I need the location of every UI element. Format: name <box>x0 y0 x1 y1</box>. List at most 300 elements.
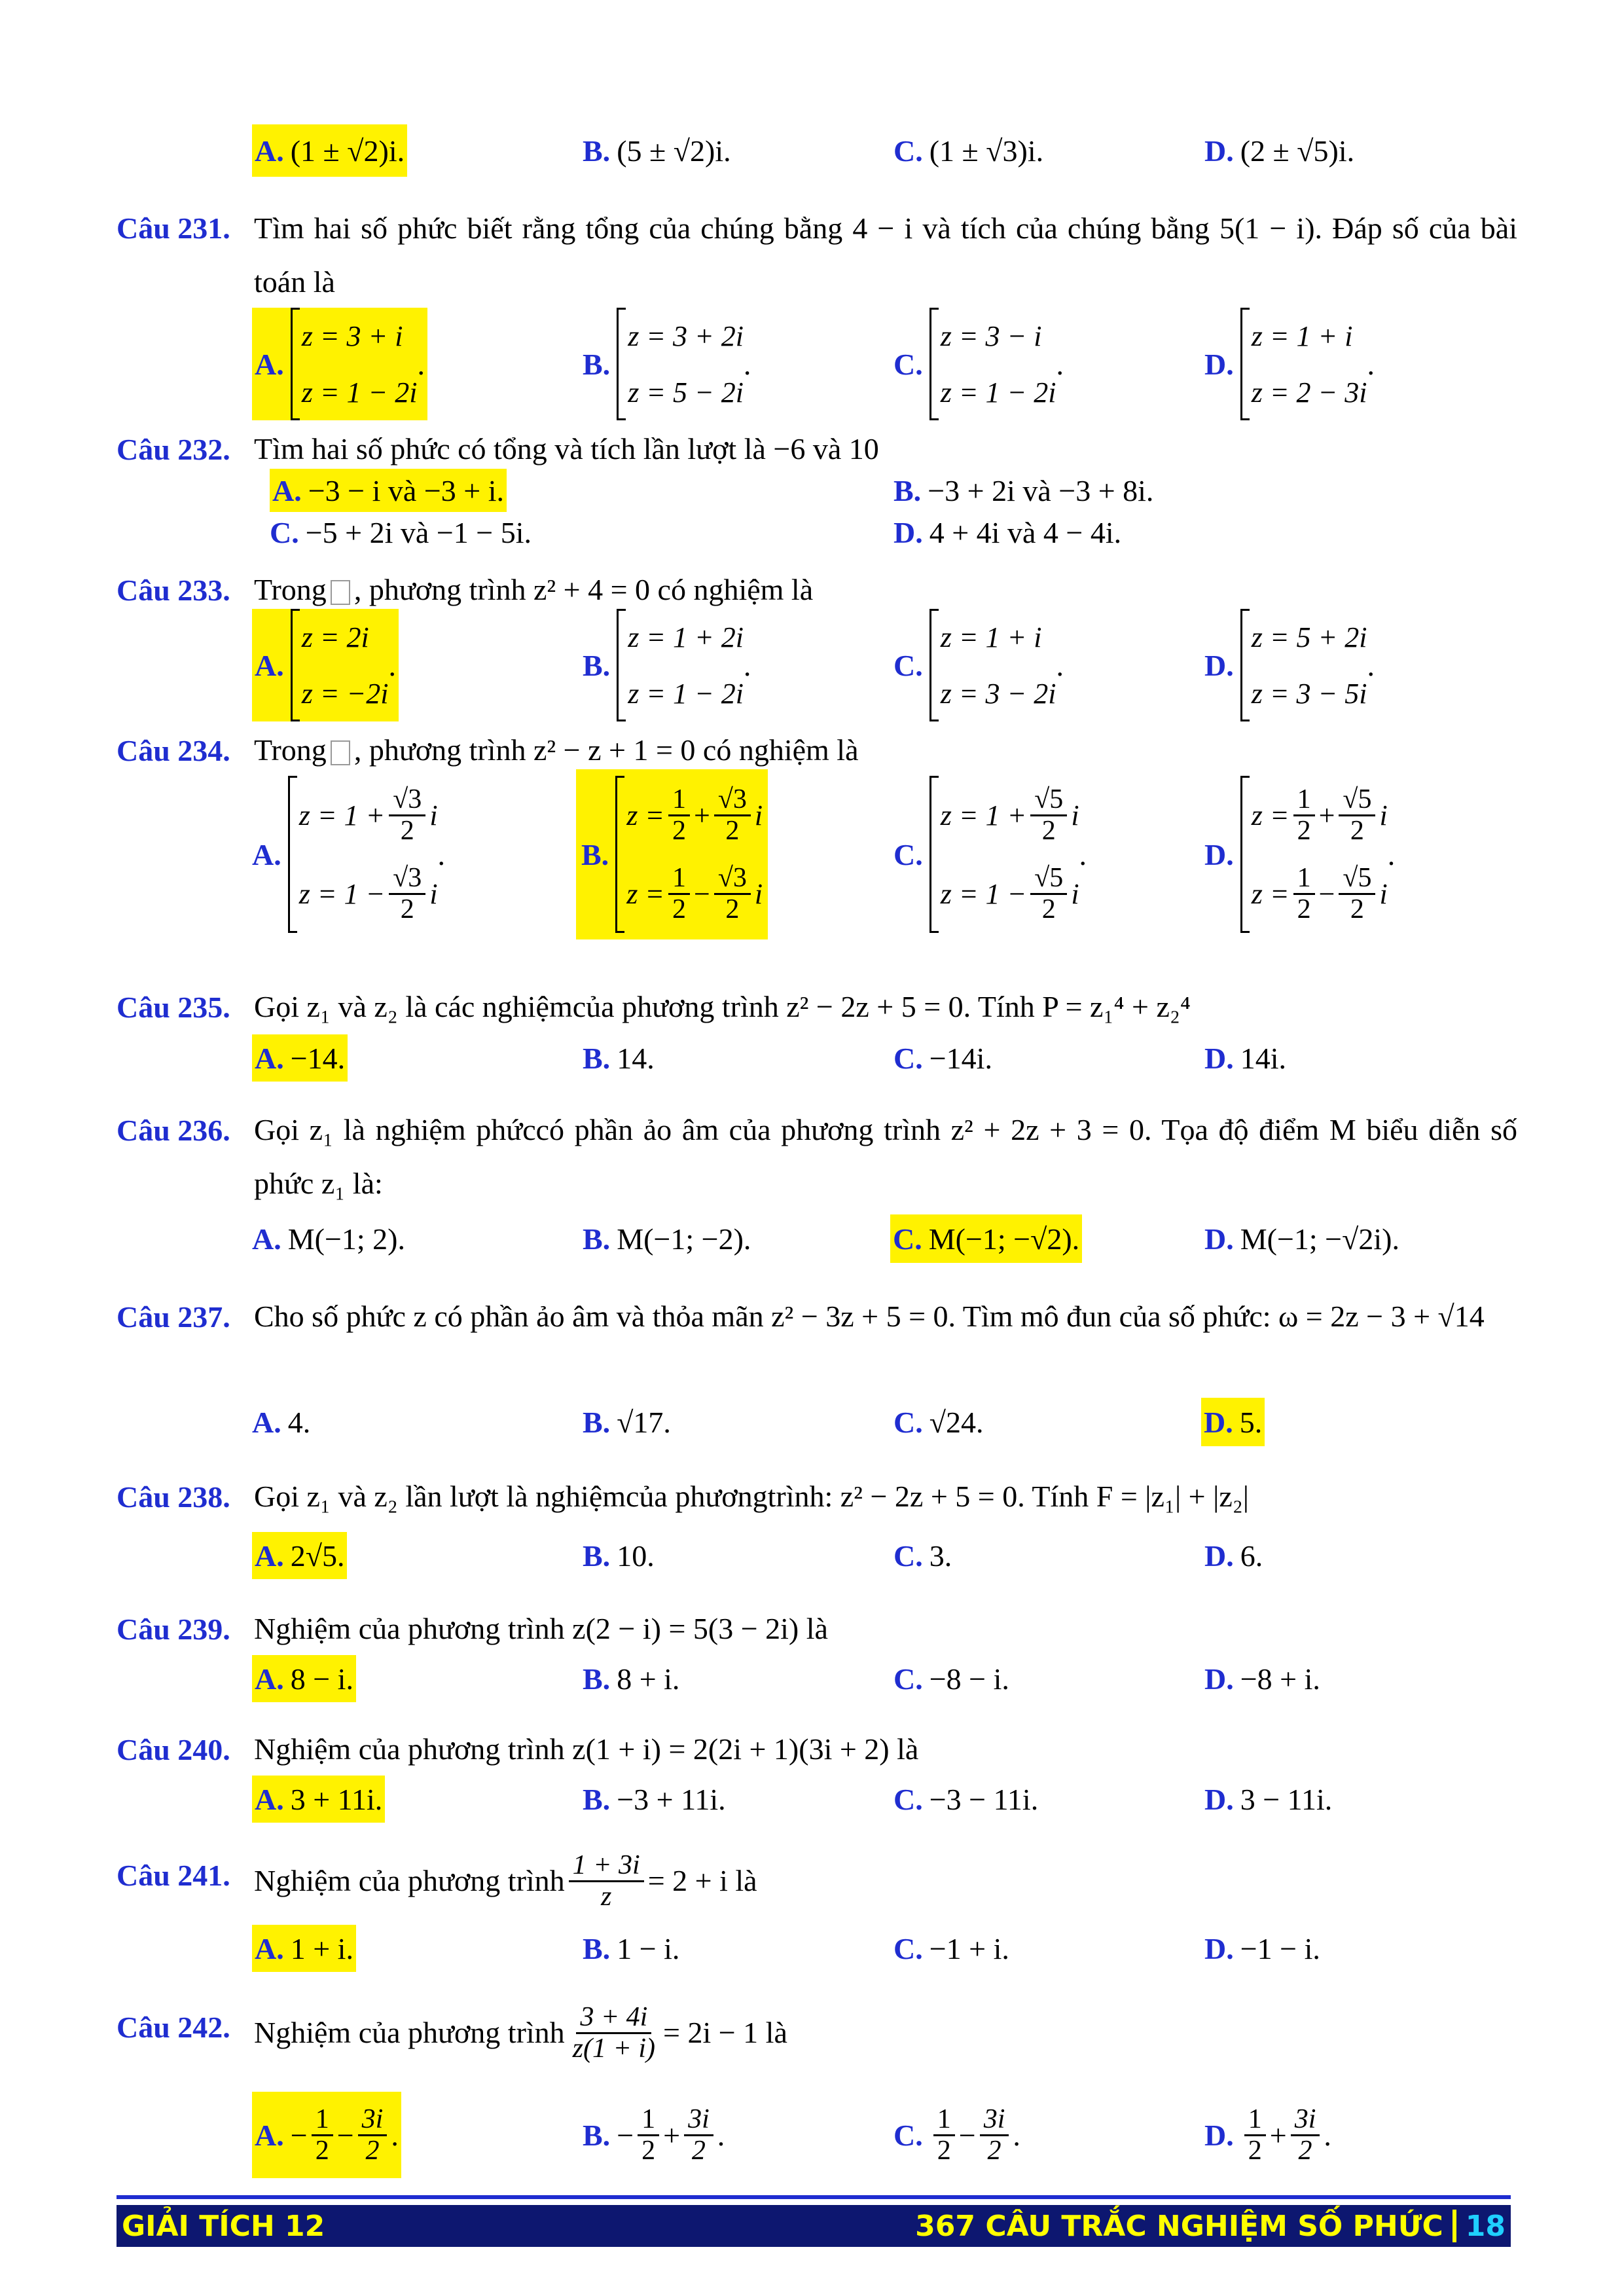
q242-option-c[interactable] <box>893 2092 1020 2178</box>
option-letter: D. <box>1204 1405 1233 1439</box>
fraction <box>1030 785 1067 845</box>
question-text: Nghiệm của phương trình z(2 − i) = 5(3 − 2i) là <box>254 1612 828 1645</box>
option-text: 4. <box>287 1405 311 1439</box>
system-row: z = 3 + i <box>301 319 403 352</box>
question-text-part: Trong <box>254 573 327 606</box>
fraction <box>312 2105 333 2164</box>
fraction-denominator: 2 <box>1350 815 1364 846</box>
row-part: − <box>1318 877 1335 910</box>
q237-option-c[interactable] <box>893 1398 983 1446</box>
q240-option-b[interactable] <box>583 1776 726 1823</box>
row-part: i <box>429 799 438 831</box>
equation-system <box>291 609 389 721</box>
fraction-numerator: 1 <box>668 864 690 894</box>
q239-option-c[interactable] <box>893 1655 1009 1702</box>
q230-option-a[interactable] <box>252 124 407 177</box>
option-letter: C. <box>893 648 923 682</box>
q242-option-d[interactable] <box>1204 2092 1331 2178</box>
option-text: 5. <box>1239 1405 1263 1439</box>
system-row <box>626 776 763 854</box>
footer-subject: GIẢI TÍCH 12 <box>122 2209 325 2243</box>
q237-option-d[interactable] <box>1201 1398 1265 1446</box>
option-letter: C. <box>893 347 923 381</box>
option-text: M(−1; −√2i). <box>1240 1222 1399 1256</box>
fraction <box>389 864 425 923</box>
sign: + <box>663 2118 681 2152</box>
row-part: + <box>694 799 710 831</box>
question-label: Câu 233. <box>117 574 230 607</box>
equation-system <box>1240 609 1367 721</box>
fraction <box>1291 2105 1320 2164</box>
sign: − <box>336 2118 354 2152</box>
option-letter: A. <box>255 1539 284 1573</box>
question-label: Câu 234. <box>117 734 230 767</box>
option-letter: C. <box>893 1662 923 1696</box>
fraction-numerator: 1 <box>638 2105 659 2136</box>
option-letter: D. <box>1204 837 1234 871</box>
option-letter: B. <box>583 1782 611 1816</box>
option-letter: B. <box>583 347 611 381</box>
q241-option-d[interactable] <box>1204 1925 1320 1972</box>
question-text: Cho số phức z có phần ảo âm và thỏa mãn z² − 3z + 5 = 0. Tìm mô đun của số phức: ω = 2z − 3 + √14 <box>254 1300 1485 1333</box>
footer-divider <box>117 2195 1511 2199</box>
system-row: z = 1 − 2i <box>301 376 418 409</box>
system-row <box>299 776 438 854</box>
q237-option-a[interactable] <box>252 1398 310 1446</box>
option-text: 6. <box>1240 1539 1263 1573</box>
q235-option-a[interactable] <box>252 1034 348 1082</box>
q234-option-b[interactable] <box>576 769 768 939</box>
fraction-denominator: z(1 + i) <box>572 2033 655 2064</box>
q230-option-c[interactable] <box>893 124 1043 177</box>
option-letter: D. <box>1204 1782 1234 1816</box>
q230-option-d[interactable] <box>1204 124 1354 177</box>
option-letter: D. <box>1204 134 1234 168</box>
system-row <box>941 854 1079 933</box>
option-text: 10. <box>617 1539 655 1573</box>
q237-option-b[interactable] <box>583 1398 671 1446</box>
option-text: √17. <box>617 1405 671 1439</box>
option-text: 3 + 11i. <box>290 1782 383 1816</box>
q236-option-c[interactable] <box>890 1214 1082 1263</box>
row-part: i <box>1379 877 1388 910</box>
question-label: Câu 235. <box>117 991 230 1024</box>
option-text: 8 + i. <box>617 1662 680 1696</box>
q230-option-b[interactable] <box>583 124 731 177</box>
equation-system <box>617 609 744 721</box>
fraction-denominator: 2 <box>1297 815 1311 846</box>
fraction-numerator: √3 <box>389 785 425 816</box>
fraction-denominator: z <box>601 1881 612 1912</box>
page-number: 18 <box>1465 2209 1506 2243</box>
row-part: i <box>1071 877 1079 910</box>
fraction-numerator: 3i <box>358 2105 388 2136</box>
q231-option-d[interactable]: D. z = 1 + i z = 2 − 3i . <box>1204 308 1375 420</box>
row-part: z = 1 + <box>298 799 386 831</box>
footer-title: 367 CÂU TRẮC NGHIỆM SỐ PHỨC <box>915 2209 1443 2243</box>
fraction-numerator: 3i <box>980 2105 1009 2136</box>
q233-option-b[interactable]: B. z = 1 + 2i z = 1 − 2i . <box>583 609 751 721</box>
q238-option-d[interactable] <box>1204 1532 1263 1579</box>
option-letter: D. <box>1204 2118 1234 2152</box>
q232-option-a[interactable] <box>270 469 507 512</box>
option-letter: A. <box>255 1782 284 1816</box>
fraction <box>389 785 425 845</box>
option-letter: B. <box>583 1539 611 1573</box>
option-text: 14. <box>617 1041 655 1075</box>
q234-option-c[interactable]: C. z = 1 + $\frac{√5}{2}$ i z = 1 − $\frac{√5}{2}$ i . <box>893 776 1087 933</box>
sign: − <box>290 2118 308 2152</box>
q231-option-c[interactable]: C. z = 3 − i z = 1 − 2i . <box>893 308 1064 420</box>
fraction-numerator: √5 <box>1030 864 1067 894</box>
option-text: −3 − i và −3 + i. <box>308 473 504 507</box>
row-part: − <box>694 877 710 910</box>
q239-option-d[interactable] <box>1204 1655 1320 1702</box>
option-letter: D. <box>1204 648 1234 682</box>
option-letter: B. <box>583 1405 611 1439</box>
sign: + <box>1269 2118 1287 2152</box>
question-text-part: = 2i − 1 là <box>663 2016 787 2049</box>
question-label: Câu 236. <box>117 1114 230 1147</box>
fraction-denominator: 2 <box>400 815 414 846</box>
fraction-denominator: 2 <box>672 894 687 924</box>
option-text: 8 − i. <box>290 1662 353 1696</box>
system-row: z = 1 + i <box>940 621 1042 653</box>
q235-option-d[interactable] <box>1204 1034 1286 1082</box>
fraction-denominator: 2 <box>725 894 740 924</box>
fraction-denominator: 2 <box>1350 894 1364 924</box>
q232-option-d[interactable] <box>893 511 1121 554</box>
option-text: M(−1; −√2). <box>928 1222 1080 1256</box>
option-text: 1 − i. <box>617 1931 680 1965</box>
option-letter: B. <box>583 1931 611 1965</box>
fraction-numerator: √5 <box>1030 785 1067 816</box>
option-letter: B. <box>583 1662 611 1696</box>
fraction-denominator: 2 <box>672 815 687 846</box>
question-label: Câu 231. <box>117 211 230 245</box>
question-text-part: = 2 + i là <box>647 1864 757 1897</box>
equation-system <box>929 308 1056 420</box>
q238-option-c[interactable] <box>893 1532 952 1579</box>
row-part: i <box>754 799 763 831</box>
option-letter: A. <box>255 1041 284 1075</box>
q241-option-b[interactable] <box>583 1925 679 1972</box>
row-part: + <box>1318 799 1335 831</box>
fraction <box>980 2105 1009 2164</box>
fraction-denominator: 2 <box>987 2135 1001 2166</box>
fraction-denominator: 2 <box>400 894 414 924</box>
complex-set-icon <box>331 580 350 605</box>
option-text: −8 − i. <box>929 1662 1009 1696</box>
option-text: −3 − 11i. <box>929 1782 1039 1816</box>
equation-system <box>288 776 438 933</box>
system-row <box>941 776 1079 854</box>
row-part: i <box>1379 799 1388 831</box>
fraction-numerator: √3 <box>714 785 751 816</box>
fraction <box>1293 864 1315 923</box>
fraction-denominator: 2 <box>937 2135 951 2166</box>
question-text: Gọi z₁ là nghiệm phứccó phần ảo âm của phương trình z² + 2z + 3 = 0. Tọa độ điểm M biểu diễn số phức z₁ là: <box>254 1113 1517 1200</box>
row-part: z = <box>626 877 665 910</box>
footer-right <box>915 2210 1506 2243</box>
system-row <box>626 854 763 933</box>
equation-system <box>617 308 744 420</box>
question-label: Câu 239. <box>117 1613 230 1646</box>
question-text-part: Trong <box>254 733 327 767</box>
option-letter: B. <box>583 1041 611 1075</box>
option-letter: D. <box>1204 1539 1234 1573</box>
option-letter: B. <box>581 837 609 871</box>
option-letter: C. <box>893 1222 922 1256</box>
fraction-numerator: 1 <box>668 785 690 816</box>
system-row: z = 1 − 2i <box>628 677 744 710</box>
q235-option-b[interactable] <box>583 1034 655 1082</box>
option-text: −14. <box>290 1041 346 1075</box>
option-text: −3 + 2i và −3 + 8i. <box>928 473 1154 507</box>
q240-option-a[interactable] <box>252 1776 385 1823</box>
q234-option-a[interactable]: A. z = 1 + $\frac{√3}{2}$ i z = 1 − $\frac{√3}{2}$ i . <box>252 776 445 933</box>
equation-system <box>1240 776 1388 933</box>
row-part: i <box>429 877 438 910</box>
option-text: √24. <box>929 1405 984 1439</box>
q231-option-a[interactable]: A. z = 3 + i z = 1 − 2i . <box>252 308 427 420</box>
footer-separator <box>1453 2210 1456 2242</box>
row-part: z = 1 + <box>940 799 1027 831</box>
option-letter: D. <box>1204 1662 1234 1696</box>
option-text: −14i. <box>929 1041 992 1075</box>
option-letter: D. <box>893 515 923 549</box>
fraction-numerator: √3 <box>714 864 751 894</box>
fraction-denominator: 2 <box>641 2135 656 2166</box>
option-text: (1 ± √3)i. <box>929 134 1044 168</box>
row-part: z = <box>1251 877 1290 910</box>
question-text: Nghiệm của phương trình z(1 + i) = 2(2i + 1)(3i + 2) là <box>254 1732 919 1766</box>
system-row: z = −2i <box>301 677 389 710</box>
q239-option-b[interactable] <box>583 1655 679 1702</box>
option-letter: A. <box>255 2118 284 2152</box>
q240-option-d[interactable] <box>1204 1776 1332 1823</box>
option-letter: B. <box>583 134 611 168</box>
system-row <box>1252 776 1388 854</box>
q238-option-a[interactable] <box>252 1532 347 1579</box>
system-row: z = 5 − 2i <box>628 376 744 409</box>
option-text: −5 + 2i và −1 − 5i. <box>305 515 532 549</box>
option-letter: A. <box>252 1405 281 1439</box>
q236-option-d[interactable] <box>1204 1214 1399 1263</box>
fraction-denominator: 2 <box>365 2135 380 2166</box>
q242-option-a[interactable] <box>252 2092 401 2178</box>
option-letter: A. <box>252 1222 281 1256</box>
row-part: z = 1 − <box>940 877 1027 910</box>
question-text-part: , phương trình z² + 4 = 0 có nghiệm là <box>353 573 814 606</box>
option-letter: C. <box>893 134 923 168</box>
fraction-numerator: 1 <box>933 2105 955 2136</box>
row-part: z = <box>1251 799 1290 831</box>
fraction-denominator: 2 <box>691 2135 706 2166</box>
fraction <box>1293 785 1315 845</box>
option-letter: A. <box>255 1931 284 1965</box>
sign: − <box>958 2118 976 2152</box>
fraction <box>684 2105 713 2164</box>
option-letter: B. <box>583 648 611 682</box>
period: . <box>717 2118 725 2152</box>
option-letter: D. <box>1204 347 1234 381</box>
equation-system <box>929 609 1056 721</box>
equation-system <box>1240 308 1367 420</box>
option-letter: B. <box>583 1222 611 1256</box>
period: . <box>1013 2118 1020 2152</box>
q232-option-b[interactable] <box>893 469 1153 512</box>
question-text-part: , phương trình z² − z + 1 = 0 có nghiệm là <box>353 733 859 767</box>
question-text <box>254 1990 787 2075</box>
q233-option-d[interactable]: D. z = 5 + 2i z = 3 − 5i . <box>1204 609 1375 721</box>
option-letter: B. <box>583 2118 611 2152</box>
option-text: (1 ± √2)i. <box>290 134 405 168</box>
fraction <box>358 2105 388 2164</box>
q236-option-b[interactable] <box>583 1214 751 1263</box>
q235-option-c[interactable] <box>893 1034 992 1082</box>
q240-option-c[interactable] <box>893 1776 1038 1823</box>
question-text: Tìm hai số phức có tổng và tích lần lượt là −6 và 10 <box>254 432 879 465</box>
option-letter: C. <box>893 1405 923 1439</box>
option-text: −8 + i. <box>1240 1662 1320 1696</box>
q234-option-d[interactable]: D. z = $\frac{1}{2}$ + $\frac{√5}{2}$ i z = $\frac{1}{2}$ − $\frac{√5}{2}$ i . <box>1204 776 1395 933</box>
fraction <box>1339 864 1375 923</box>
system-row: z = 3 + 2i <box>628 319 744 352</box>
option-letter: B. <box>893 473 922 507</box>
page-footer <box>117 2205 1511 2247</box>
q239-option-a[interactable] <box>252 1655 356 1702</box>
fraction <box>1339 785 1375 845</box>
row-part: i <box>1071 799 1079 831</box>
question-text: Gọi z₁ và z₂ là các nghiệmcủa phương trình z² − 2z + 5 = 0. Tính P = z₁⁴ + z₂⁴ <box>254 990 1191 1023</box>
q236-option-a[interactable] <box>252 1214 405 1263</box>
question-text: Gọi z₁ và z₂ lần lượt là nghiệmcủa phươngtrình: z² − 2z + 5 = 0. Tính F = |z₁| + |z₂| <box>254 1480 1249 1513</box>
fraction-numerator: 1 <box>1293 864 1315 894</box>
q233-option-c[interactable]: C. z = 1 + i z = 3 − 2i . <box>893 609 1064 721</box>
question-text: Tìm hai số phức biết rằng tổng của chúng bằng 4 − i và tích của chúng bằng 5(1 − i). Đáp số của bài toán là <box>254 211 1517 299</box>
option-text: (5 ± √2)i. <box>617 134 731 168</box>
question-label: Câu 232. <box>117 433 230 466</box>
fraction-numerator: 1 + 3i <box>569 1851 644 1882</box>
fraction-numerator: 3 + 4i <box>576 2003 651 2033</box>
option-letter: C. <box>893 837 923 871</box>
system-row: z = 1 + 2i <box>628 621 744 653</box>
option-text: −1 − i. <box>1240 1931 1320 1965</box>
system-row <box>1252 854 1388 933</box>
q232-option-c[interactable] <box>270 511 532 554</box>
question-text-part: Nghiệm của phương trình <box>254 1864 565 1897</box>
fraction-denominator: 2 <box>1297 894 1311 924</box>
equation-system <box>615 776 763 933</box>
system-row: z = 3 − i <box>940 319 1042 352</box>
row-part: z = <box>626 799 665 831</box>
fraction-denominator: 2 <box>315 2135 329 2166</box>
fraction-numerator: 3i <box>684 2105 713 2136</box>
equation-system <box>929 776 1079 933</box>
period: . <box>1324 2118 1331 2152</box>
option-letter: A. <box>255 648 284 682</box>
q241-option-a[interactable] <box>252 1925 356 1972</box>
system-row: z = 3 − 2i <box>940 677 1056 710</box>
system-row: z = 1 − 2i <box>940 376 1056 409</box>
question-label: Câu 237. <box>117 1300 230 1334</box>
option-text: 3. <box>929 1539 952 1573</box>
option-text: −3 + 11i. <box>617 1782 726 1816</box>
row-part: i <box>754 877 763 910</box>
q238-option-b[interactable] <box>583 1532 655 1579</box>
option-letter: D. <box>1204 1041 1234 1075</box>
option-letter: D. <box>1204 1931 1234 1965</box>
option-text: 1 + i. <box>290 1931 353 1965</box>
option-letter: A. <box>252 837 281 871</box>
option-letter: A. <box>272 473 302 507</box>
row-part: z = 1 − <box>298 877 386 910</box>
option-text: (2 ± √5)i. <box>1240 134 1355 168</box>
fraction <box>668 785 690 845</box>
option-letter: C. <box>893 2118 923 2152</box>
option-letter: A. <box>255 1662 284 1696</box>
question-label: Câu 238. <box>117 1480 230 1514</box>
option-text: 2√5. <box>290 1539 345 1573</box>
question-text-part: Nghiệm của phương trình <box>254 2016 565 2049</box>
q241-option-c[interactable] <box>893 1925 1009 1972</box>
fraction <box>714 785 751 845</box>
system-row: z = 2 − 3i <box>1251 376 1367 409</box>
fraction-denominator: 2 <box>1298 2135 1312 2166</box>
question-text <box>254 1838 757 1923</box>
option-letter: C. <box>893 1041 923 1075</box>
fraction-numerator: 1 <box>1293 785 1315 816</box>
fraction-numerator: 1 <box>1244 2105 1266 2136</box>
option-letter: C. <box>893 1931 923 1965</box>
option-letter: A. <box>255 347 284 381</box>
option-text: 3 − 11i. <box>1240 1782 1333 1816</box>
fraction-numerator: 1 <box>312 2105 333 2136</box>
fraction-denominator: 2 <box>1041 894 1056 924</box>
fraction-numerator: √3 <box>389 864 425 894</box>
option-letter: A. <box>255 134 284 168</box>
fraction-numerator: √5 <box>1339 785 1375 816</box>
option-letter: C. <box>270 515 299 549</box>
system-row: z = 1 + i <box>1251 319 1353 352</box>
fraction-denominator: 2 <box>725 815 740 846</box>
complex-set-icon <box>331 740 350 765</box>
option-text: 4 + 4i và 4 − 4i. <box>929 515 1122 549</box>
option-letter: C. <box>893 1782 923 1816</box>
question-label: Câu 242. <box>117 2011 230 2044</box>
q233-option-a[interactable]: A. z = 2i z = −2i . <box>252 609 399 721</box>
option-text: M(−1; 2). <box>287 1222 405 1256</box>
fraction-denominator: 2 <box>1248 2135 1262 2166</box>
fraction <box>668 864 690 923</box>
system-row <box>299 854 438 933</box>
fraction-numerator: √5 <box>1339 864 1375 894</box>
q242-option-b[interactable] <box>583 2092 725 2178</box>
fraction <box>569 2003 659 2062</box>
fraction <box>569 1851 644 1910</box>
fraction-numerator: 3i <box>1291 2105 1320 2136</box>
option-letter: C. <box>893 1539 923 1573</box>
system-row: z = 5 + 2i <box>1251 621 1367 653</box>
q231-option-b[interactable]: B. z = 3 + 2i z = 5 − 2i . <box>583 308 751 420</box>
option-letter: D. <box>1204 1222 1234 1256</box>
period: . <box>391 2118 399 2152</box>
question-label: Câu 240. <box>117 1733 230 1766</box>
option-text: M(−1; −2). <box>617 1222 751 1256</box>
question-label: Câu 241. <box>117 1859 230 1892</box>
system-row: z = 2i <box>301 621 369 653</box>
